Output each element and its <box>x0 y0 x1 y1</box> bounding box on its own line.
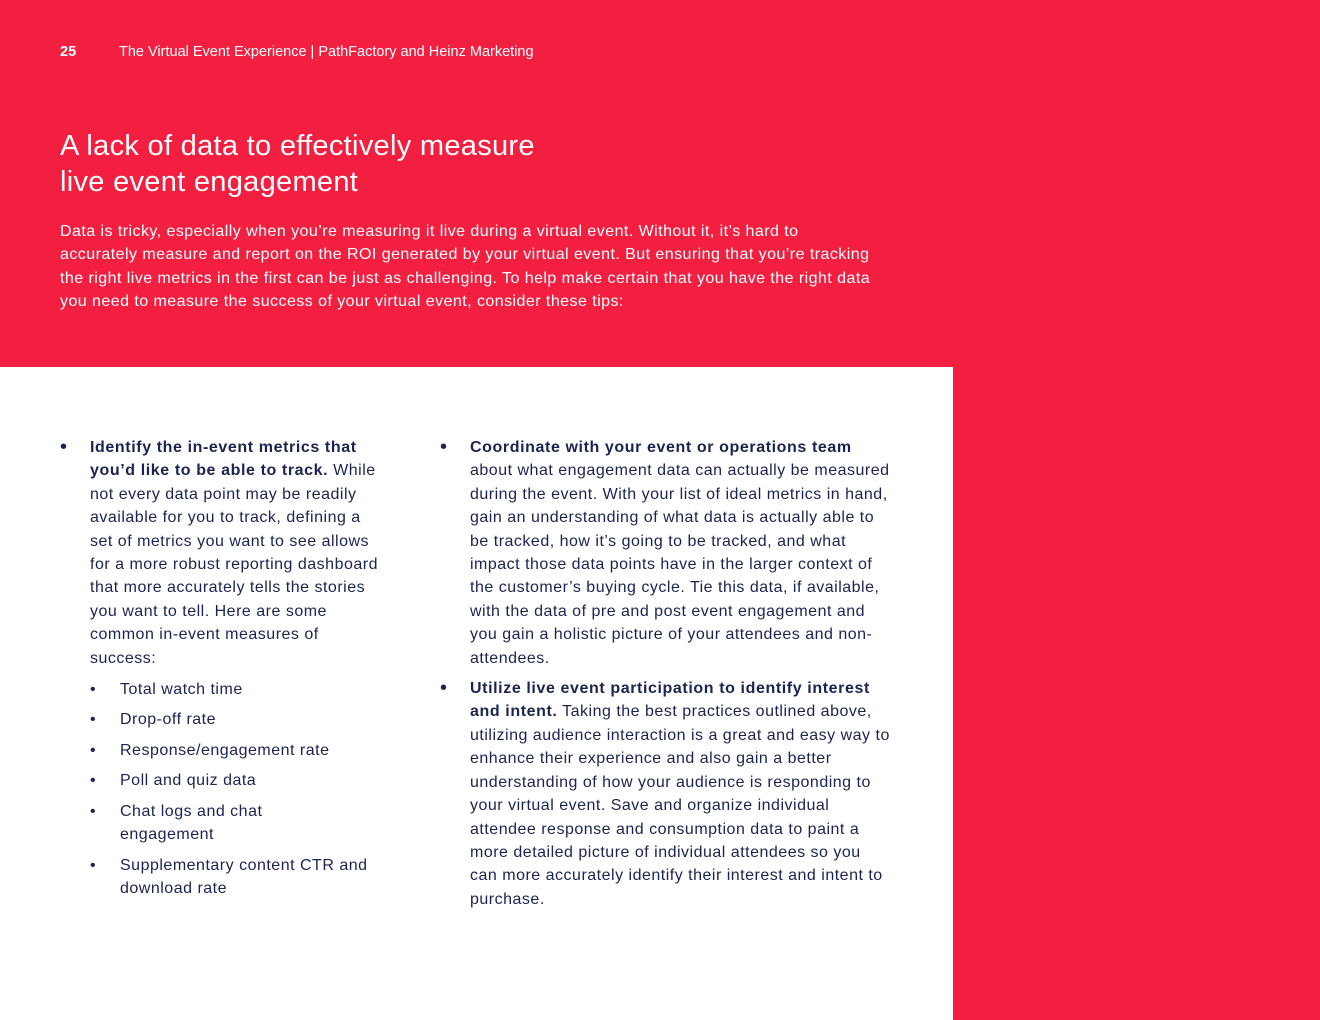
list-item <box>90 678 380 701</box>
tip-item <box>60 436 380 900</box>
tip-heading: Identify the in-event metrics that you’d like to be able to track. <box>90 439 357 480</box>
bullet-icon: • <box>90 711 97 729</box>
bullet-icon: • <box>60 436 68 458</box>
list-item <box>90 800 320 847</box>
right-column <box>440 436 890 918</box>
page-number: 25 <box>60 44 77 60</box>
document-title: The Virtual Event Experience | PathFactory and Heinz Marketing <box>119 44 534 60</box>
tip-text: While not every data point may be readily available for you to track, defining a set of metrics you want to see allows for a more robust reporting dashboard that more accurately tells the stories you want to tell. Here are some common in-event measures of success: <box>90 462 378 667</box>
tip-text: Taking the best practices outlined above, utilizing audience interaction is a great and easy way to enhance their experience and also gain a better understanding of how your audience is responding to your virtual event. Save and organize individual attendee response and consumption data to paint a more detailed picture of individual attendees so you can more accurately identify their interest and intent to purchase. <box>470 703 890 908</box>
bullet-icon: • <box>90 741 97 759</box>
bullet-icon: • <box>90 802 97 820</box>
left-column <box>60 436 380 907</box>
tip-text: about what engagement data can actually be measured during the event. With your list of ideal metrics in hand, gain an understanding of what data is actually able to be tracked, how it’s going to be tracked, and what impact those data points have in the larger context of the customer’s buying cycle. Tie this data, if available, with the data of pre and post event engagement and you gain a holistic picture of your attendees and non-attendees. <box>470 462 890 667</box>
bullet-icon: • <box>90 681 97 699</box>
list-item-text: Poll and quiz data <box>120 772 257 790</box>
list-item <box>90 769 380 792</box>
tip-heading: Coordinate with your event or operations team <box>470 439 852 456</box>
bullet-icon: • <box>440 436 448 458</box>
tip-item <box>440 677 890 911</box>
page-header <box>60 44 534 60</box>
tip-heading: Utilize live event participation to identify interest and intent. <box>470 680 870 721</box>
tip-item <box>440 436 890 670</box>
bullet-icon: • <box>90 772 97 790</box>
list-item-text: Chat logs and chat engagement <box>120 802 263 844</box>
list-item-text: Response/engagement rate <box>120 741 330 759</box>
page-heading: A lack of data to effectively measure live event engagement <box>60 130 535 198</box>
list-item <box>90 739 380 762</box>
bullet-icon: • <box>440 677 448 700</box>
list-item <box>90 708 380 731</box>
list-item-text: Total watch time <box>120 681 243 699</box>
bullet-icon: • <box>90 856 97 874</box>
list-item-text: Supplementary content CTR and download rate <box>120 856 368 897</box>
list-item <box>90 854 380 901</box>
intro-paragraph: Data is tricky, especially when you’re measuring it live during a virtual event. Without it, it’s hard to accurately measure and report on the ROI generated by your virtual event. But ensuring that you’re tracking the right live metrics in the first can be just as challenging. To help make certain that you have the right data you need to measure the success of your virtual event, consider these tips: <box>60 223 871 311</box>
list-item-text: Drop-off rate <box>120 711 217 729</box>
metrics-list <box>90 678 380 900</box>
